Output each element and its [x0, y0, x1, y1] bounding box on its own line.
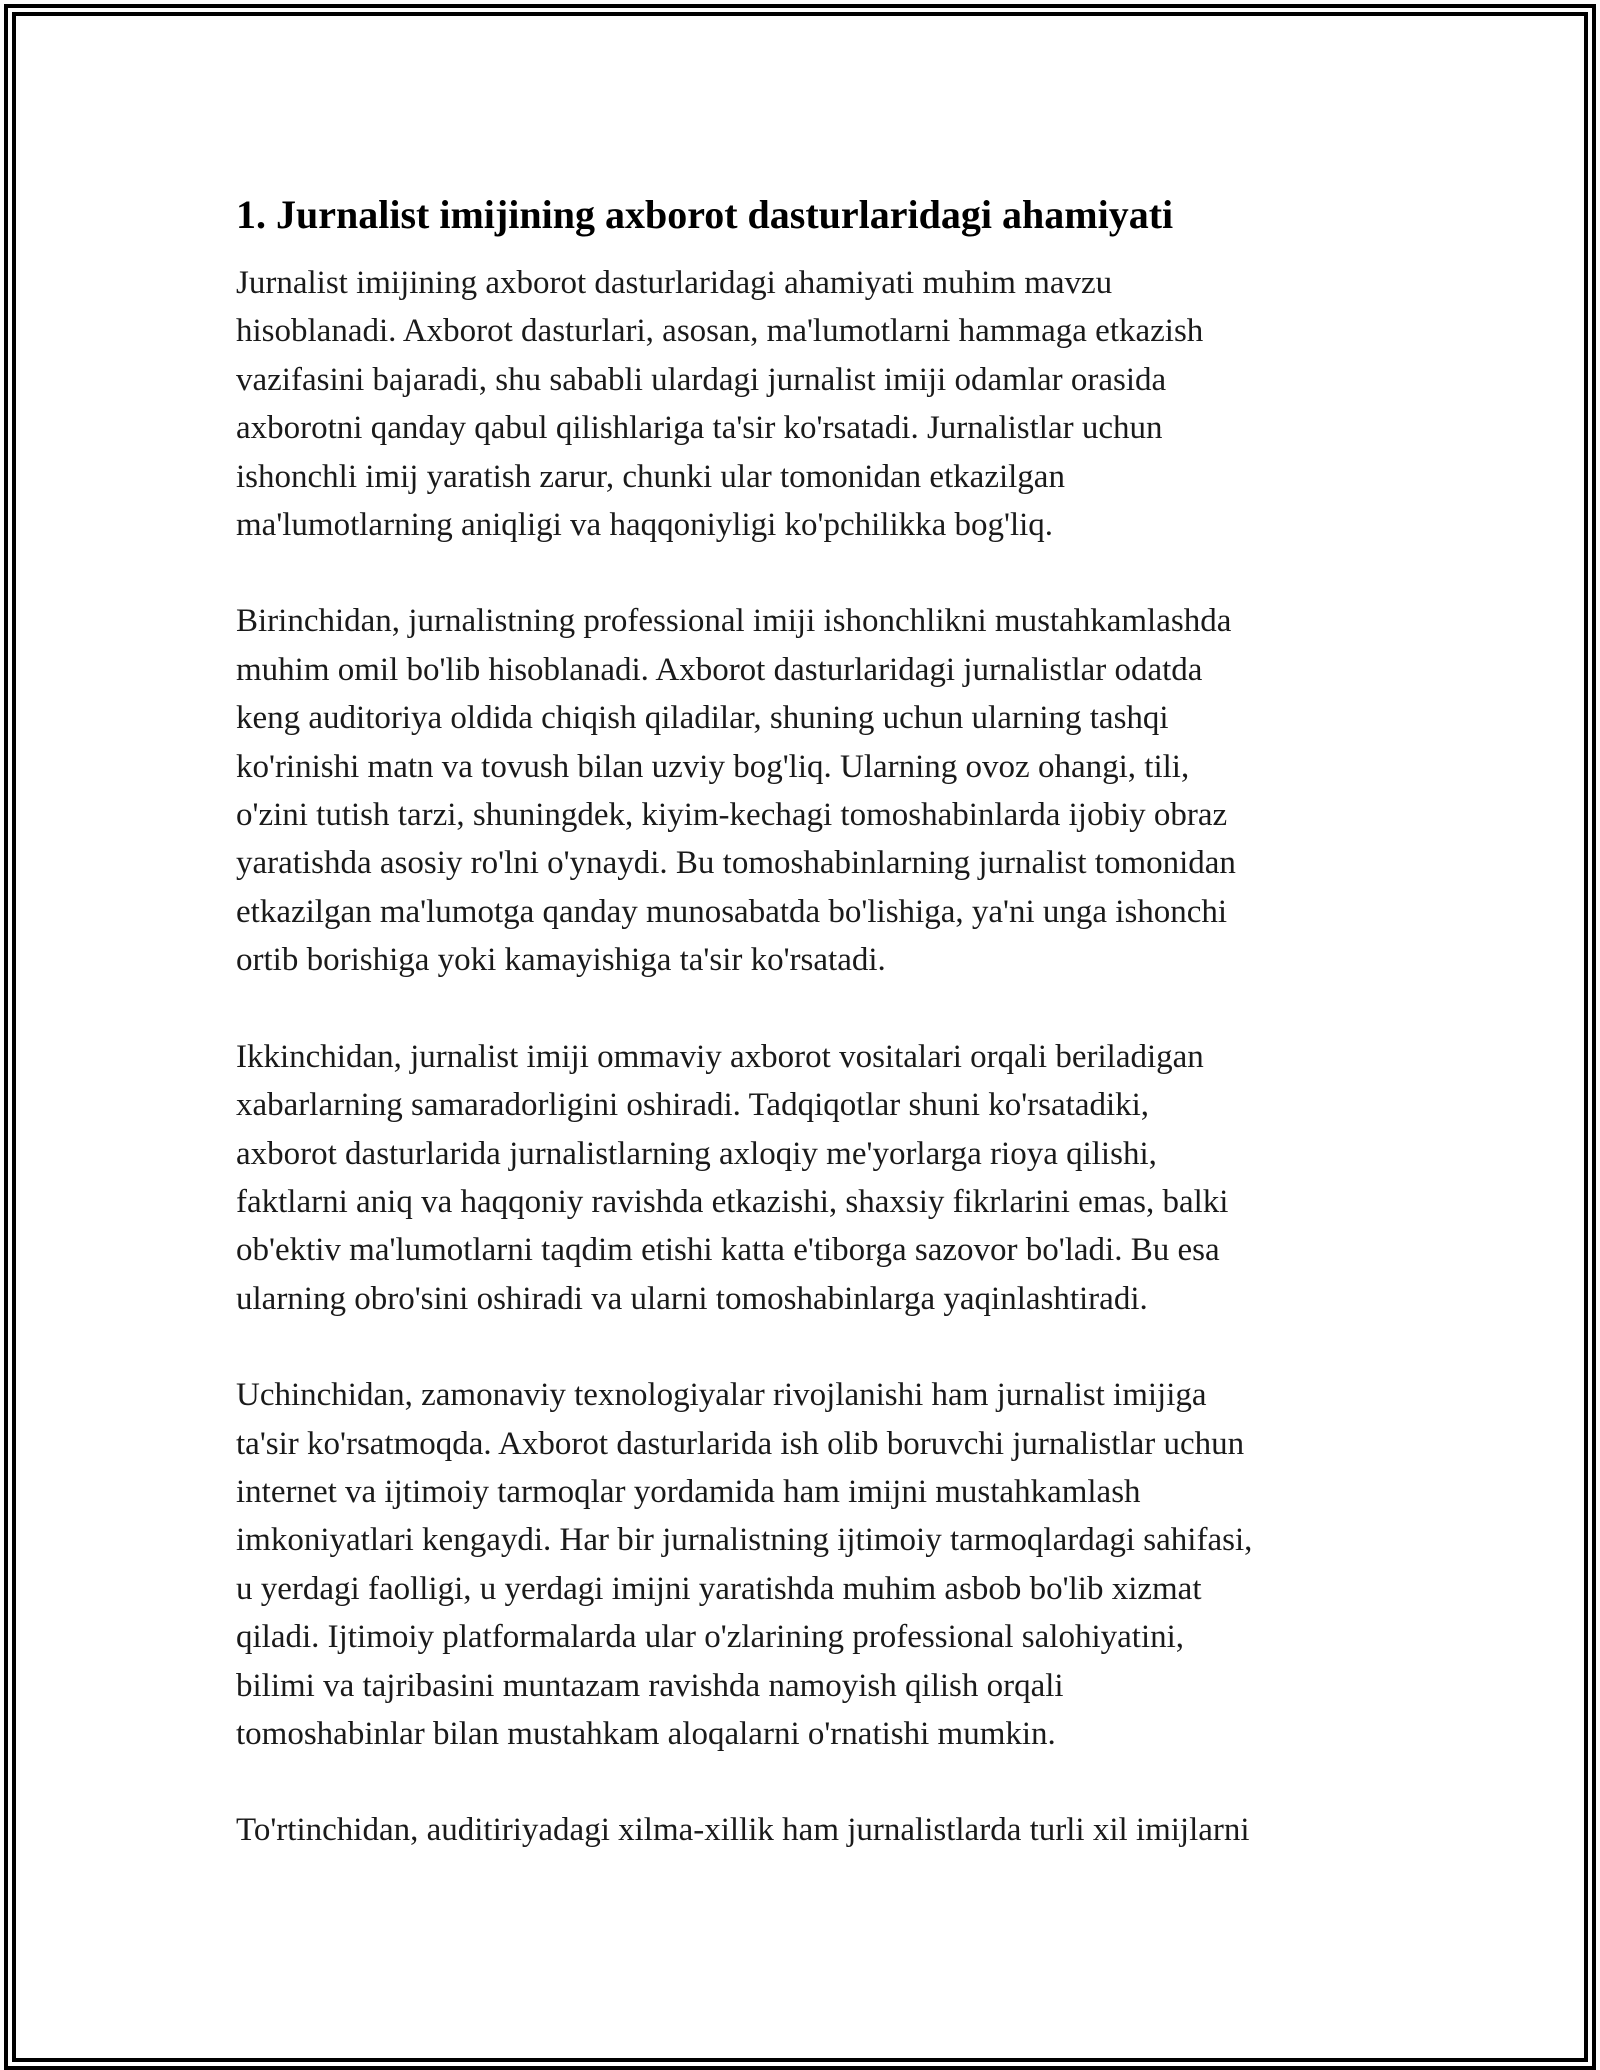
text-line: ortib borishiga yoki kamayishiga ta'sir ko'rsatadi. — [236, 942, 886, 979]
text-line: Uchinchidan, zamonaviy texnologiyalar rivojlanishi ham jurnalist imijiga — [236, 1377, 1207, 1414]
text-line: ta'sir ko'rsatmoqda. Axborot dasturlarida ish olib boruvchi jurnalistlar uchun — [236, 1425, 1245, 1462]
text-line: hisoblanadi. Axborot dasturlari, asosan, ma'lumotlarni hammaga etkazish — [236, 313, 1204, 350]
paragraph-second — [236, 1033, 1386, 1323]
text-line: muhim omil bo'lib hisoblanadi. Axborot dasturlaridagi jurnalistlar odatda — [236, 651, 1203, 688]
text-line: o'zini tutish tarzi, shuningdek, kiyim-kechagi tomoshabinlarda ijobiy obraz — [236, 797, 1228, 834]
text-line: imkoniyatlari kengaydi. Har bir jurnalistning ijtimoiy tarmoqlardagi sahifasi, — [236, 1522, 1253, 1559]
document-body — [236, 185, 1386, 1903]
text-line: Birinchidan, jurnalistning professional imiji ishonchlikni mustahkamlashda — [236, 603, 1232, 640]
text-line: To'rtinchidan, auditiriyadagi xilma-xillik ham jurnalistlarda turli xil imijlarni — [236, 1812, 1250, 1849]
text-line: Ikkinchidan, jurnalist imiji ommaviy axborot vositalari orqali beriladigan — [236, 1038, 1204, 1075]
text-line: u yerdagi faolligi, u yerdagi imijni yaratishda muhim asbob bo'lib xizmat — [236, 1570, 1202, 1607]
text-line: xabarlarning samaradorligini oshiradi. Tadqiqotlar shuni ko'rsatadiki, — [236, 1087, 1150, 1124]
text-line: keng auditoriya oldida chiqish qiladilar, shuning uchun ularning tashqi — [236, 700, 1169, 737]
section-heading: 1. Jurnalist imijining axborot dasturlaridagi ahamiyati — [236, 192, 1174, 237]
text-line: ob'ektiv ma'lumotlarni taqdim etishi katta e'tiborga sazovor bo'ladi. Bu esa — [236, 1232, 1220, 1269]
paragraph-third — [236, 1371, 1386, 1758]
paragraph-first — [236, 597, 1386, 984]
text-line: ma'lumotlarning aniqligi va haqqoniyligi ko'pchilikka bog'liq. — [236, 507, 1054, 544]
text-line: qiladi. Ijtimoiy platformalarda ular o'zlarining professional salohiyatini, — [236, 1619, 1185, 1656]
text-line: bilimi va tajribasini muntazam ravishda namoyish qilish orqali — [236, 1667, 1064, 1704]
text-line: etkazilgan ma'lumotga qanday munosabatda bo'lishiga, ya'ni unga ishonchi — [236, 893, 1228, 930]
text-line: tomoshabinlar bilan mustahkam aloqalarni o'rnatishi mumkin. — [236, 1715, 1056, 1752]
text-line: ularning obro'sini oshiradi va ularni tomoshabinlarga yaqinlashtiradi. — [236, 1280, 1148, 1317]
text-line: ishonchli imij yaratish zarur, chunki ular tomonidan etkazilgan — [236, 458, 1065, 495]
text-line: yaratishda asosiy ro'lni o'ynaydi. Bu tomoshabinlarning jurnalist tomonidan — [236, 845, 1236, 882]
text-line: axborotni qanday qabul qilishlariga ta'sir ko'rsatadi. Jurnalistlar uchun — [236, 410, 1163, 447]
paragraph-fourth — [236, 1806, 1386, 1854]
text-line: vazifasini bajaradi, shu sababli ulardagi jurnalist imiji odamlar orasida — [236, 361, 1167, 398]
text-line: internet va ijtimoiy tarmoqlar yordamida ham imijni mustahkamlash — [236, 1473, 1141, 1510]
text-line: axborot dasturlarida jurnalistlarning axloqiy me'yorlarga rioya qilishi, — [236, 1135, 1157, 1172]
paragraph-intro — [236, 259, 1386, 549]
text-line: Jurnalist imijining axborot dasturlaridagi ahamiyati muhim mavzu — [236, 265, 1113, 301]
text-line: faktlarni aniq va haqqoniy ravishda etkazishi, shaxsiy fikrlarini emas, balki — [236, 1183, 1229, 1220]
text-line: ko'rinishi matn va tovush bilan uzviy bog'liq. Ularning ovoz ohangi, tili, — [236, 748, 1190, 785]
